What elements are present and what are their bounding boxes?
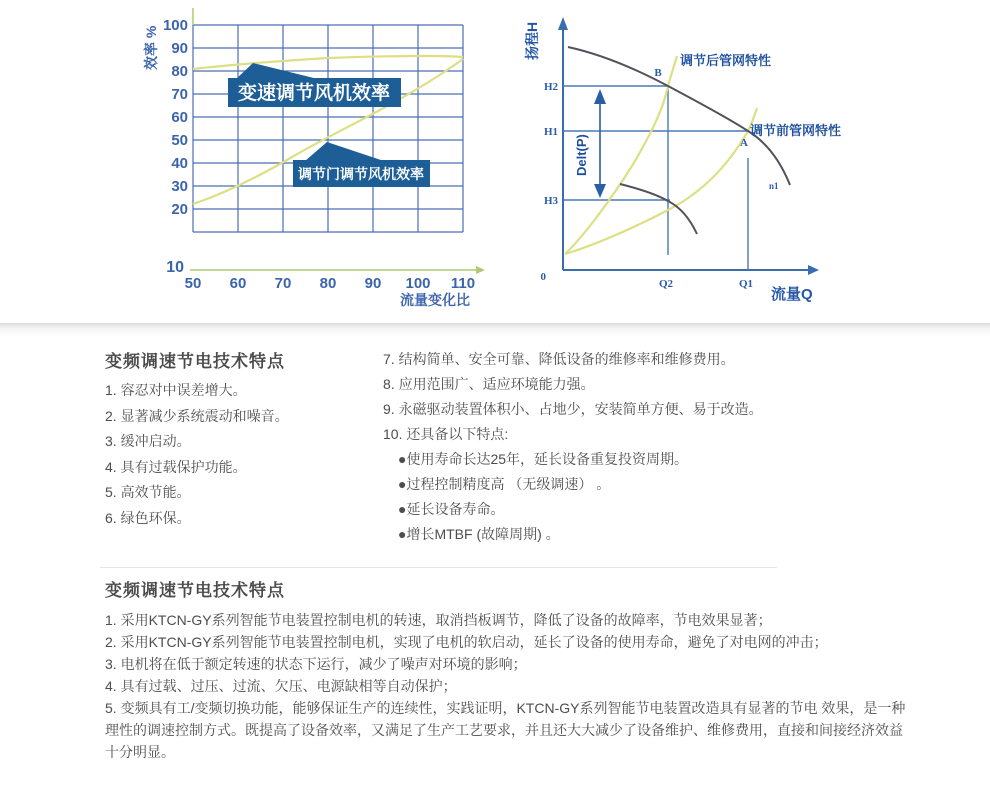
- x-axis-arrowhead: [476, 266, 485, 274]
- paragraph-item: 5. 变频具有工/变频切换功能，能够保证生产的连续性，实践证明，KTCN-GY系列智能节电装置改造具有显著的节电 效果，是一种理性的调速控制方式。既提高了设备效率，又满足了生产工艺要求，并且还大大减少了设备维护、维修费用，直接和间接经济效益十分明显。: [105, 700, 906, 760]
- list-item: 9. 永磁驱动装置体积小、占地少，安装简单方便、易于改造。: [383, 401, 763, 417]
- point-a-label: A: [740, 137, 748, 149]
- before-adjust-network-curve: [565, 108, 757, 254]
- bullet-item: ●过程控制精度高 （无级调速） 。: [398, 476, 611, 492]
- section2-title: 变频调速节电技术特点: [105, 581, 285, 600]
- delta-label: Delt(P): [574, 134, 589, 176]
- y-tick-label: 30: [171, 178, 188, 195]
- y-tick-label: 80: [171, 63, 188, 80]
- list-item: 10. 还具备以下特点:: [383, 426, 509, 442]
- q1-tick-label: Q1: [738, 278, 754, 290]
- flag-variable-speed-label: 变速调节风机效率: [237, 83, 391, 104]
- y-axis-arrowhead: [558, 17, 568, 30]
- pump-curve-low-speed: [620, 184, 697, 234]
- paragraph-item: 2. 采用KTCN-GY系列智能节电装置控制电机，实现了电机的软启动，延长了设备的使用寿命，避免了对电网的冲击；: [105, 634, 828, 650]
- delta-arrow-down: [594, 184, 606, 198]
- pump-head-flow-chart: [520, 8, 850, 313]
- y-tick-labels: [163, 17, 188, 218]
- x-axis-title: 流量Q: [771, 286, 813, 303]
- charts-banner: [0, 0, 990, 335]
- y-tick-label: 60: [171, 109, 188, 126]
- h2-tick-label: H2: [543, 81, 558, 93]
- x-tick-label: 70: [274, 275, 292, 292]
- x-axis-arrowhead: [808, 265, 819, 275]
- x-tick-label: 110: [450, 275, 476, 292]
- section1-right-column: [383, 352, 943, 552]
- fan-efficiency-chart: [140, 8, 500, 308]
- h3-tick-label: H3: [543, 195, 558, 207]
- x-tick-label: 90: [364, 275, 382, 292]
- section-divider: [100, 567, 777, 568]
- bullet-item: ●使用寿命长达25年，延长设备重复投资周期。: [398, 451, 689, 467]
- point-b-label: B: [654, 67, 662, 79]
- x-tick-labels: [185, 275, 475, 292]
- flag-damper-label: 调节门调节风机效率: [298, 166, 424, 182]
- y-tick-label: 40: [171, 155, 188, 172]
- y-tick-label: 90: [171, 40, 188, 57]
- list-item: 4. 具有过载保护功能。: [105, 458, 247, 475]
- section1-left-column: [105, 347, 385, 536]
- list-item: 3. 缓冲启动。: [105, 433, 191, 449]
- list-item: 8. 应用范围广、适应环境能力强。: [383, 376, 595, 392]
- paragraph-item: 1. 采用KTCN-GY系列智能节电装置控制电机的转速，取消挡板调节，降低了设备的故障率，节电效果显著；: [105, 612, 772, 628]
- bullet-item: ●延长设备寿命。: [398, 501, 505, 517]
- section1-title: 变频调速节电技术特点: [105, 352, 285, 371]
- list-item: 5. 高效节能。: [105, 484, 191, 500]
- paragraph-item: 4. 具有过载、过压、过流、欠压、电源缺相等自动保护；: [105, 678, 457, 694]
- y-tick-label: 100: [162, 17, 188, 34]
- after-curve-label: 调节后管网特性: [680, 53, 772, 68]
- y-tick-label: 50: [171, 132, 188, 149]
- y-tick-label: 20: [171, 201, 188, 218]
- x-tick-label: 60: [229, 275, 247, 292]
- y-axis-title: 效率 %: [143, 25, 159, 70]
- bullet-item: ●增长MTBF (故障周期) 。: [398, 526, 560, 542]
- banner-bottom-shadow: [0, 323, 990, 336]
- list-item: 2. 显著减少系统震动和噪音。: [105, 407, 289, 424]
- y-tick-label: 70: [171, 86, 188, 103]
- x-axis-title: 流量变化比: [400, 292, 470, 308]
- list-item: 1. 容忍对中误差增大。: [105, 382, 247, 398]
- list-item: 7. 结构简单、安全可靠、降低设备的维修率和维修费用。: [383, 351, 735, 367]
- y-axis-title: 扬程H: [524, 21, 540, 60]
- sub-bullet-list: [398, 452, 943, 541]
- x-tick-label: 50: [184, 275, 202, 292]
- list-item: 6. 绿色环保。: [105, 509, 191, 526]
- feature-paragraphs: [105, 609, 915, 763]
- h1-tick-label: H1: [543, 126, 558, 138]
- origin-tick-label: 10: [166, 259, 184, 276]
- n1-label: n1: [769, 181, 779, 191]
- paragraph-item: 3. 电机将在低于额定转速的状态下运行，减少了噪声对环境的影响；: [105, 656, 527, 672]
- feature-list-7-10: [383, 352, 943, 541]
- section2: [105, 576, 915, 763]
- feature-list-1-6: [105, 383, 385, 525]
- x-tick-label: 100: [405, 275, 431, 292]
- before-curve-label: 调节前管网特性: [750, 123, 842, 138]
- q2-tick-label: Q2: [658, 278, 674, 290]
- x-tick-label: 80: [319, 275, 337, 292]
- delta-arrow-up: [594, 89, 606, 104]
- origin-tick-label: 0: [540, 271, 546, 283]
